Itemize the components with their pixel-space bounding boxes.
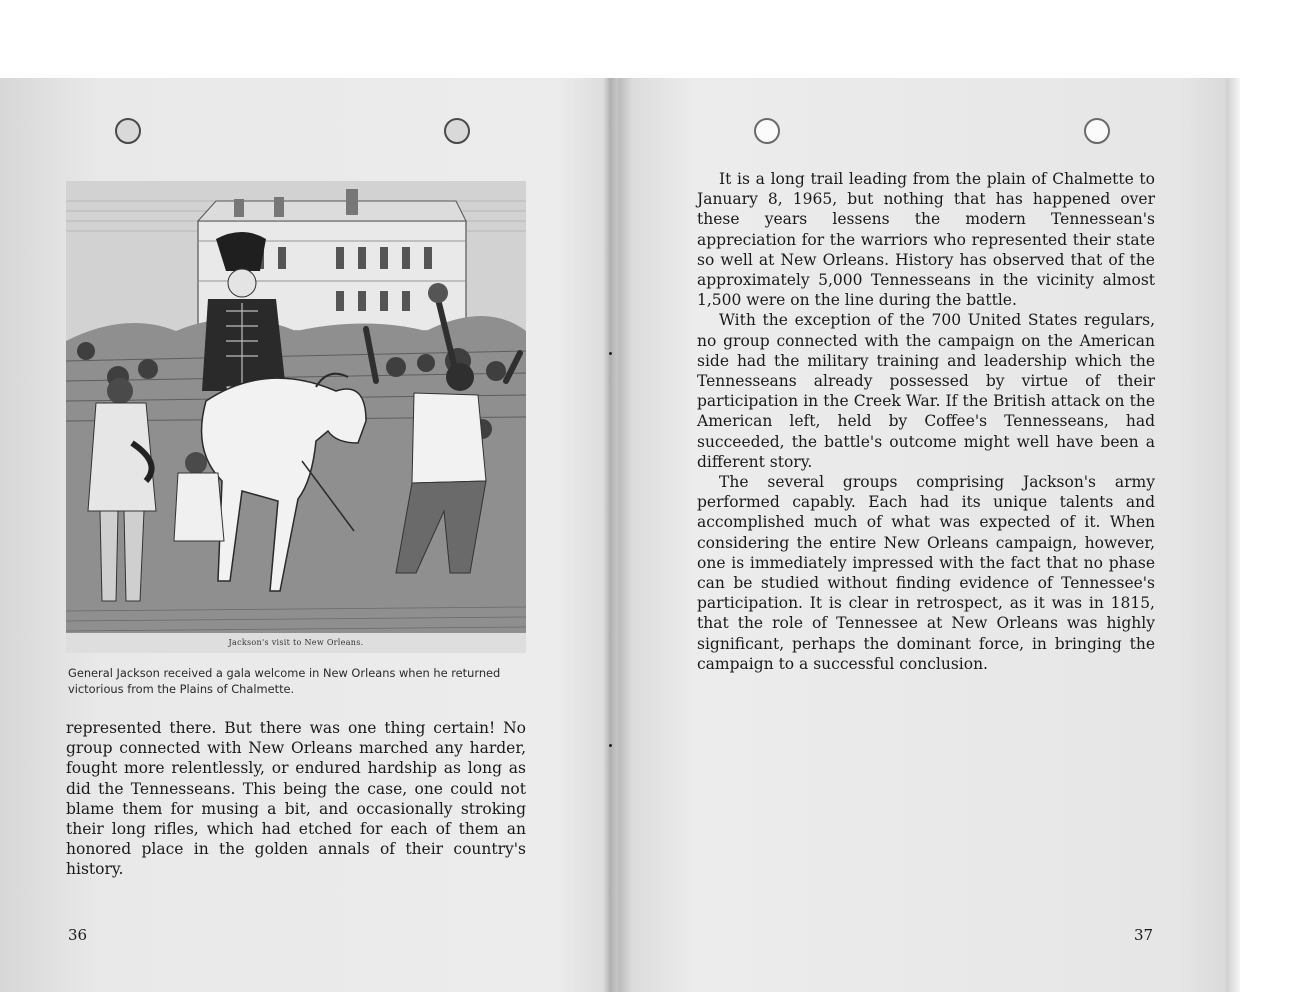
paragraph: The several groups comprising Jackson's army performed capably. Each had its unique talents and accomplished much of what was expected of it. When considering the entire New Orleans campaign, however, one is immediately impressed with the fact that no phase can be studied without finding evidence of Tennessee's participation. It is clear in retrospect, as it was in 1815, that the role of Tennessee at New Orleans was highly significant, perhaps the dominant force, in bringing the campaign to a successful conclusion. [697,473,1155,673]
page-number: 37 [1134,926,1154,944]
binder-hole-icon [1084,118,1110,144]
staple-dot [609,744,612,747]
engraving-image [66,181,526,653]
right-page-body [697,169,1155,674]
engraving-caption: Jackson's visit to New Orleans. [228,638,364,647]
paragraph: represented there. But there was one thing certain! No group connected with New Orleans marched any harder, fought more relentlessly, or endured hardship as long as did the Tennesseans. This being the case, one could not blame them for musing a bit, and occasionally stroking their long rifles, which had etched for each of them an honored place in the golden annals of their country's history. [66,719,526,879]
page-number: 36 [68,926,88,944]
binder-hole-icon [444,118,470,144]
page-edge [1226,78,1240,992]
binder-hole-icon [754,118,780,144]
figure-caption: General Jackson received a gala welcome in New Orleans when he returned victorious from the Plains of Chalmette. [68,666,501,696]
left-page-body [66,718,526,880]
book-spine [603,78,617,992]
paragraph: With the exception of the 700 United States regulars, no group connected with the campaign on the American side had the military training and leadership which the Tennesseans already possessed by virtue of their participation in the Creek War. If the British attack on the American left, held by Coffee's Tennesseans, had succeeded, the battle's outcome might well have been a different story. [697,311,1155,471]
paragraph: It is a long trail leading from the plain of Chalmette to January 8, 1965, but nothing that has happened over these years lessens the modern Tennessean's appreciation for the warriors who represented their state so well at New Orleans. History has observed that of the approximately 5,000 Tennesseans in the vicinity almost 1,500 were on the line during the battle. [697,170,1155,310]
engraving-illustration [66,181,526,653]
binder-hole-icon [115,118,141,144]
staple-dot [609,352,612,355]
